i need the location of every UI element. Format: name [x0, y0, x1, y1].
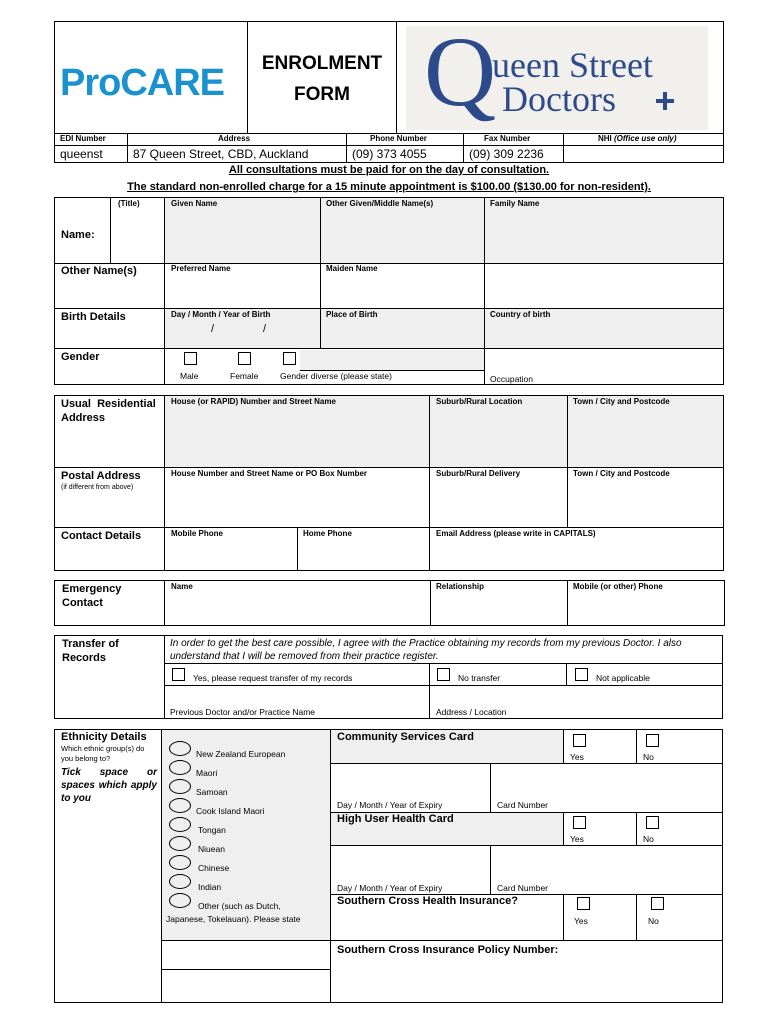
- postal-note: (if different from above): [61, 484, 134, 491]
- ethnicity-option-label: Niuean: [198, 844, 225, 854]
- emergency-label-line2: Contact: [62, 597, 103, 609]
- residential-town-field[interactable]: [568, 396, 723, 467]
- female-label: Female: [230, 371, 259, 381]
- divider: [490, 763, 491, 812]
- divider: [330, 845, 723, 846]
- form-title: [248, 48, 396, 110]
- transfer-label-line1: Transfer of: [62, 638, 119, 650]
- divider: [297, 527, 298, 571]
- notice-line2: The standard non-enrolled charge for a 15 minute appointment is $100.00 ($130.00 for non-resident).: [127, 181, 651, 193]
- dob-separators: / /: [211, 323, 267, 335]
- postal-house-label: House Number and Street Name or PO Box Number: [171, 469, 368, 478]
- huhc-yes-label: Yes: [570, 834, 584, 844]
- previous-doctor-label: Previous Doctor and/or Practice Name: [170, 707, 316, 717]
- ethnicity-other-line2: Japanese, Tokelauan). Please state: [166, 914, 301, 924]
- divider: [430, 580, 431, 626]
- transfer-yes-checkbox[interactable]: [172, 668, 185, 681]
- ethnicity-maori-radio[interactable]: [169, 760, 191, 775]
- csc-yes-label: Yes: [570, 752, 584, 762]
- emergency-label: [62, 582, 121, 610]
- divider: [164, 580, 165, 626]
- relationship-label: Relationship: [436, 582, 485, 591]
- name-label: Name:: [61, 229, 95, 241]
- divider: [161, 969, 330, 970]
- divider: [490, 845, 491, 894]
- procare-logo: ProCARE: [60, 62, 225, 104]
- logo-q-letter: Q: [424, 16, 497, 127]
- divider: [54, 308, 724, 309]
- ethnicity-option-label: New Zealand European: [196, 749, 286, 759]
- nhi-label: NHI: [598, 134, 612, 143]
- divider: [54, 263, 724, 264]
- residential-suburb-field[interactable]: [430, 396, 567, 467]
- divider: [110, 197, 111, 263]
- csc-card-number-label: Card Number: [497, 800, 549, 810]
- gender-diverse-field[interactable]: [300, 350, 484, 370]
- divider: [636, 729, 637, 763]
- suburb-rural-label: Suburb/Rural Location: [436, 397, 523, 406]
- huhc-expiry-label: Day / Month / Year of Expiry: [337, 883, 443, 893]
- preferred-name-label: Preferred Name: [171, 264, 231, 273]
- maiden-name-label: Maiden Name: [326, 264, 378, 273]
- emergency-name-label: Name: [171, 582, 193, 591]
- gender-label: Gender: [61, 351, 100, 363]
- divider: [164, 685, 723, 686]
- address-label: Address: [218, 134, 251, 143]
- divider: [330, 763, 723, 764]
- divider: [484, 197, 485, 385]
- other-names-label: Other Name(s): [61, 265, 137, 277]
- address-value: 87 Queen Street, CBD, Auckland: [133, 147, 309, 161]
- sc-no-checkbox[interactable]: [651, 897, 664, 910]
- divider: [636, 812, 637, 845]
- given-name-label: Given Name: [171, 199, 218, 208]
- header-divider: [396, 21, 397, 134]
- divider: [54, 527, 724, 528]
- occupation-label: Occupation: [490, 374, 533, 384]
- residential-house-field[interactable]: [165, 396, 429, 467]
- dob-label: Day / Month / Year of Birth: [171, 310, 271, 319]
- divider: [54, 467, 724, 468]
- col-divider: [463, 133, 464, 163]
- emergency-label-line1: Emergency: [62, 583, 122, 595]
- ethnicity-nz-european-radio[interactable]: [169, 741, 191, 756]
- other-given-label: Other Given/Middle Name(s): [326, 199, 434, 208]
- town-label: Town / City and Postcode: [573, 397, 670, 406]
- no-transfer-checkbox[interactable]: [437, 668, 450, 681]
- edi-label: EDI Number: [60, 134, 106, 143]
- transfer-consent-text: In order to get the best care possible, I agree with the Practice obtaining my records from my previous Doctor. I also understand that I will be removed from their practice register.: [170, 638, 682, 662]
- divider: [330, 940, 723, 941]
- ethnicity-other-line1: Other (such as Dutch,: [198, 901, 281, 911]
- divider: [164, 197, 165, 385]
- ethnicity-niuean-radio[interactable]: [169, 836, 191, 851]
- ethnicity-samoan-radio[interactable]: [169, 779, 191, 794]
- ethnicity-chinese-radio[interactable]: [169, 855, 191, 870]
- divider: [563, 894, 564, 940]
- huhc-label: High User Health Card: [337, 813, 454, 825]
- usual-address-label-line2: Address: [61, 412, 106, 424]
- house-label: House (or RAPID) Number and Street Name: [171, 397, 336, 406]
- place-of-birth-label: Place of Birth: [326, 310, 378, 319]
- sc-policy-label: Southern Cross Insurance Policy Number:: [337, 944, 559, 956]
- emergency-mobile-label: Mobile (or other) Phone: [573, 582, 663, 591]
- csc-no-checkbox[interactable]: [646, 734, 659, 747]
- transfer-label-line2: Records: [62, 652, 107, 664]
- phone-label: Phone Number: [370, 134, 427, 143]
- form-title-line2: FORM: [294, 84, 350, 105]
- gender-diverse-label: Gender diverse (please state): [280, 371, 392, 381]
- form-title-line1: ENROLMENT: [261, 53, 383, 74]
- divider: [563, 729, 564, 763]
- huhc-no-checkbox[interactable]: [646, 816, 659, 829]
- plus-icon: [656, 92, 674, 110]
- col-divider: [346, 133, 347, 163]
- postal-address-label: Postal Address: [61, 470, 141, 482]
- divider: [164, 395, 165, 571]
- huhc-card-number-label: Card Number: [497, 883, 549, 893]
- ethnicity-question: Which ethnic group(s) do you belong to?: [61, 744, 145, 763]
- email-label: Email Address (please write in CAPITALS): [436, 529, 596, 538]
- queen-street-logo: [406, 16, 708, 130]
- huhc-yes-checkbox[interactable]: [573, 816, 586, 829]
- huhc-no-label: No: [643, 834, 654, 844]
- sc-yes-checkbox[interactable]: [577, 897, 590, 910]
- nhi-label-group: [598, 134, 677, 143]
- no-transfer-label: No transfer: [458, 673, 501, 683]
- mobile-phone-label: Mobile Phone: [171, 529, 223, 538]
- title-label: (Title): [118, 199, 140, 208]
- divider: [567, 395, 568, 527]
- nhi-note: (Office use only): [614, 134, 677, 143]
- logo-line2: Doctors: [502, 79, 616, 119]
- col-divider: [127, 133, 128, 163]
- ethnicity-option-label: Maori: [196, 768, 218, 778]
- divider: [636, 894, 637, 940]
- divider: [429, 395, 430, 571]
- divider: [563, 812, 564, 845]
- not-applicable-checkbox[interactable]: [575, 668, 588, 681]
- ethnicity-tongan-radio[interactable]: [169, 817, 191, 832]
- ethnicity-option-label: Cook Island Maori: [196, 806, 265, 816]
- sc-no-label: No: [648, 916, 659, 926]
- edi-value: queenst: [60, 147, 103, 161]
- csc-expiry-label: Day / Month / Year of Expiry: [337, 800, 443, 810]
- sc-policy-input[interactable]: [331, 960, 723, 1002]
- fax-label: Fax Number: [484, 134, 531, 143]
- birth-details-label: Birth Details: [61, 311, 126, 323]
- divider: [429, 663, 430, 719]
- southern-cross-label: Southern Cross Health Insurance?: [337, 895, 518, 907]
- ethnicity-option-label: Indian: [198, 882, 222, 892]
- ethnicity-cook-island-radio[interactable]: [169, 798, 191, 813]
- ethnicity-option-label: Samoan: [196, 787, 228, 797]
- csc-label: Community Services Card: [337, 731, 474, 743]
- female-checkbox[interactable]: [238, 352, 251, 365]
- country-of-birth-label: Country of birth: [490, 310, 551, 319]
- ethnicity-option-label: Tongan: [198, 825, 226, 835]
- ethnicity-label: Ethnicity Details: [61, 731, 147, 743]
- divider: [164, 635, 165, 719]
- home-phone-label: Home Phone: [303, 529, 352, 538]
- csc-yes-checkbox[interactable]: [573, 734, 586, 747]
- csc-no-label: No: [643, 752, 654, 762]
- fax-value: (09) 309 2236: [469, 147, 544, 161]
- usual-address-label-line1: Usual Residential: [61, 398, 156, 410]
- nhi-input[interactable]: [564, 146, 723, 162]
- ethnicity-option-label: Chinese: [198, 863, 230, 873]
- transfer-yes-label: Yes, please request transfer of my records: [193, 673, 353, 683]
- family-name-label: Family Name: [490, 199, 540, 208]
- gender-diverse-checkbox[interactable]: [283, 352, 296, 365]
- male-checkbox[interactable]: [184, 352, 197, 365]
- divider: [164, 663, 723, 664]
- logo-line1: ueen Street: [492, 45, 653, 85]
- ethnicity-other-input[interactable]: [162, 941, 330, 969]
- usual-address-label: [61, 397, 156, 425]
- male-label: Male: [180, 371, 199, 381]
- divider: [566, 663, 567, 686]
- phone-value: (09) 373 4055: [352, 147, 427, 161]
- ethnicity-other-radio[interactable]: [169, 893, 191, 908]
- ethnicity-instruction: Tick space or spaces which apply to you: [61, 767, 157, 804]
- divider: [320, 197, 321, 349]
- sc-yes-label: Yes: [574, 916, 588, 926]
- ethnicity-indian-radio[interactable]: [169, 874, 191, 889]
- contact-details-label: Contact Details: [61, 530, 142, 542]
- notice-line1: All consultations must be paid for on the day of consultation.: [228, 164, 550, 176]
- postal-town-label: Town / City and Postcode: [573, 469, 670, 478]
- suburb-delivery-label: Suburb/Rural Delivery: [436, 469, 521, 478]
- divider: [567, 580, 568, 626]
- divider: [54, 348, 724, 349]
- transfer-label: [62, 637, 119, 665]
- address-location-label: Address / Location: [436, 707, 507, 717]
- not-applicable-label: Not applicable: [596, 673, 650, 683]
